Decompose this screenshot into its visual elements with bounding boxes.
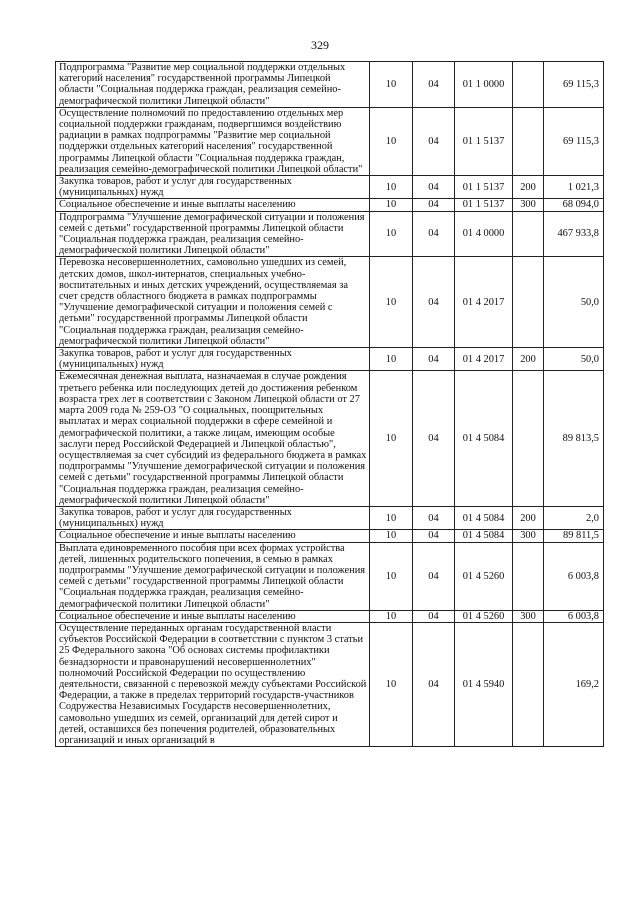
row-expense-type-code: 300 [513,199,544,211]
table-row [56,257,604,348]
row-description: Осуществление переданных органам государственной власти субъектов Российской Федерации в соответствии с пунктом 3 статьи 25 Федерального закона "Об основах системы профилактики безнадзорности и правонарушений несовершеннолетних" полномочий Российской Федерации по осуществлению деятельности, связанной с перевозкой между субъектами Российской Федерации, а также в пределах территорий государств-участников Содружества Независимых Государств несовершеннолетних, самовольно ушедших из семей, организаций для детей сирот и детей, оставшихся без попечения родителей, образовательных организаций и иных организаций в [56,622,370,746]
row-section-code: 10 [370,176,413,199]
row-subsection-code: 04 [413,348,455,371]
row-description: Социальное обеспечение и иные выплаты населению [56,530,370,542]
page-number: 329 [311,38,329,52]
table-row [56,371,604,506]
table-row [56,176,604,199]
row-description: Перевозка несовершеннолетних, самовольно ушедших из семей, детских домов, школ-интернатов, специальных учебно-воспитательных и иных детских учреждений, осуществляемая за счет средств областного бюджета в рамках подпрограммы "Улучшение демографической ситуации и положения семей с детьми" государственной программы Липецкой области "Социальная поддержка граждан, реализация семейно-демографической политики Липецкой области" [56,257,370,348]
row-target-article-code: 01 1 0000 [455,62,513,108]
table-row [56,530,604,542]
row-description: Закупка товаров, работ и услуг для государственных (муниципальных) нужд [56,176,370,199]
table-row [56,542,604,610]
row-subsection-code: 04 [413,107,455,175]
row-expense-type-code [513,62,544,108]
row-section-code: 10 [370,506,413,529]
row-expense-type-code [513,622,544,746]
row-section-code: 10 [370,530,413,542]
row-description: Подпрограмма "Улучшение демографической ситуации и положения семей с детьми" государственной программы Липецкой области "Социальная поддержка граждан, реализация семейно-демографической политики Липецкой области" [56,211,370,257]
budget-table-body [56,62,604,747]
row-expense-type-code [513,107,544,175]
row-section-code: 10 [370,542,413,610]
row-subsection-code: 04 [413,506,455,529]
row-section-code: 10 [370,622,413,746]
row-subsection-code: 04 [413,176,455,199]
row-amount: 6 003,8 [544,610,604,622]
row-section-code: 10 [370,348,413,371]
row-amount: 89 811,5 [544,530,604,542]
row-amount: 169,2 [544,622,604,746]
row-expense-type-code: 200 [513,348,544,371]
row-expense-type-code [513,211,544,257]
table-row [56,211,604,257]
row-subsection-code: 04 [413,610,455,622]
row-section-code: 10 [370,199,413,211]
row-subsection-code: 04 [413,62,455,108]
row-target-article-code: 01 4 5084 [455,371,513,506]
row-amount: 50,0 [544,257,604,348]
row-section-code: 10 [370,257,413,348]
row-target-article-code: 01 1 5137 [455,176,513,199]
row-amount: 69 115,3 [544,62,604,108]
row-target-article-code: 01 4 5260 [455,542,513,610]
row-target-article-code: 01 4 2017 [455,348,513,371]
row-description: Осуществление полномочий по предоставлению отдельных мер социальной поддержки гражданам, подвергшимся воздействию радиации в рамках подпрограммы "Развитие мер социальной поддержки отдельных категорий населения" государственной программы Липецкой области "Социальная поддержка граждан, реализация семейно-демографической политики Липецкой области" [56,107,370,175]
row-subsection-code: 04 [413,622,455,746]
row-amount: 2,0 [544,506,604,529]
row-description: Социальное обеспечение и иные выплаты населению [56,610,370,622]
row-description: Ежемесячная денежная выплата, назначаемая в случае рождения третьего ребенка или последующих детей до достижения ребенком возраста трех лет в соответствии с Законом Липецкой области от 27 марта 2009 года № 259-ОЗ "О социальных, поощрительных выплатах и мерах социальной поддержки в сфере семейной и демографической политики, а также лицам, имеющим особые заслуги перед Российской Федерацией и Липецкой областью", осуществляемая за счет субсидий из федерального бюджета в рамках подпрограммы "Улучшение демографической ситуации и положения семей с детьми" государственной программы Липецкой области "Социальная поддержка граждан, реализация семейно-демографической политики Липецкой области" [56,371,370,506]
row-target-article-code: 01 1 5137 [455,199,513,211]
row-subsection-code: 04 [413,199,455,211]
row-section-code: 10 [370,371,413,506]
table-row [56,610,604,622]
row-amount: 6 003,8 [544,542,604,610]
row-amount: 467 933,8 [544,211,604,257]
row-target-article-code: 01 4 5940 [455,622,513,746]
row-target-article-code: 01 4 5260 [455,610,513,622]
row-subsection-code: 04 [413,371,455,506]
row-amount: 50,0 [544,348,604,371]
row-expense-type-code: 200 [513,506,544,529]
row-section-code: 10 [370,107,413,175]
row-amount: 89 813,5 [544,371,604,506]
row-subsection-code: 04 [413,542,455,610]
row-expense-type-code [513,257,544,348]
table-row [56,506,604,529]
row-target-article-code: 01 4 5084 [455,506,513,529]
row-description: Закупка товаров, работ и услуг для государственных (муниципальных) нужд [56,348,370,371]
row-subsection-code: 04 [413,211,455,257]
row-description: Социальное обеспечение и иные выплаты населению [56,199,370,211]
row-expense-type-code [513,371,544,506]
table-row [56,348,604,371]
row-description: Выплата единовременного пособия при всех формах устройства детей, лишенных родительского попечения, в семью в рамках подпрограммы "Улучшение демографической ситуации и положения семей с детьми" государственной программы Липецкой области "Социальная поддержка граждан, реализация семейно-демографической политики Липецкой области" [56,542,370,610]
row-subsection-code: 04 [413,257,455,348]
table-row [56,62,604,108]
table-row [56,107,604,175]
row-section-code: 10 [370,610,413,622]
row-target-article-code: 01 4 0000 [455,211,513,257]
row-target-article-code: 01 4 5084 [455,530,513,542]
table-row [56,199,604,211]
row-expense-type-code [513,542,544,610]
budget-table [55,61,604,747]
row-expense-type-code: 300 [513,610,544,622]
row-target-article-code: 01 4 2017 [455,257,513,348]
row-target-article-code: 01 1 5137 [455,107,513,175]
row-section-code: 10 [370,62,413,108]
row-section-code: 10 [370,211,413,257]
row-subsection-code: 04 [413,530,455,542]
row-description: Подпрограмма "Развитие мер социальной поддержки отдельных категорий населения" государственной программы Липецкой области "Социальная поддержка граждан, реализация семейно-демографической политики Липецкой области" [56,62,370,108]
row-amount: 69 115,3 [544,107,604,175]
row-amount: 68 094,0 [544,199,604,211]
row-description: Закупка товаров, работ и услуг для государственных (муниципальных) нужд [56,506,370,529]
table-row [56,622,604,746]
row-expense-type-code: 300 [513,530,544,542]
row-amount: 1 021,3 [544,176,604,199]
row-expense-type-code: 200 [513,176,544,199]
